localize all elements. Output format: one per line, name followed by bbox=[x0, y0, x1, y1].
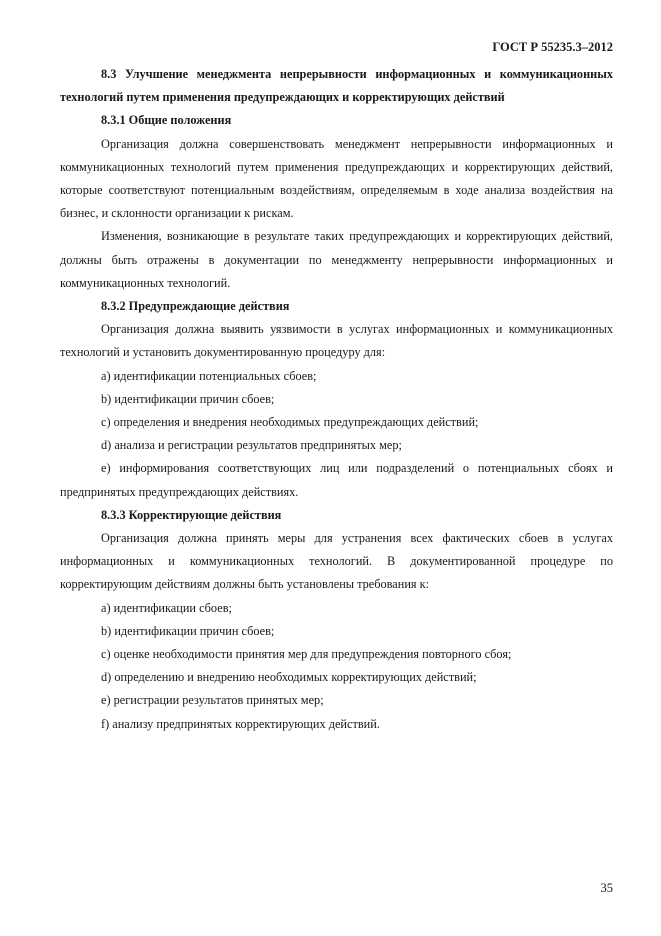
document-code: ГОСТ Р 55235.3–2012 bbox=[492, 40, 613, 54]
paragraph: Организация должна совершенствовать менеджмент непрерывности информационных и коммуникационных технологий путем применения предупреждающих и корректирующих действий, которые соответствуют потенциальным воздействиям, определяемым в ходе анализа воздействия на бизнес, и склонности организации к рискам. bbox=[60, 136, 613, 221]
paragraph: Организация должна выявить уязвимости в услугах информационных и коммуникационных технологий и установить документированную процедуру для: bbox=[60, 322, 613, 360]
list-item: e) информирования соответствующих лиц или подразделений о потенциальных сбоях и предпринятых предупреждающих действиях. bbox=[60, 461, 613, 499]
subsection-title-corrective: 8.3.3 Корректирующие действия bbox=[101, 507, 282, 522]
list-item: b) идентификации причин сбоев; bbox=[101, 391, 275, 406]
list-item: e) регистрации результатов принятых мер; bbox=[101, 693, 324, 708]
list-item: d) определению и внедрению необходимых корректирующих действий; bbox=[101, 670, 477, 685]
list-item: f) анализу предпринятых корректирующих действий. bbox=[101, 716, 380, 731]
list-item: c) определения и внедрения необходимых предупреждающих действий; bbox=[101, 415, 479, 430]
list-item: d) анализа и регистрации результатов предпринятых мер; bbox=[101, 438, 402, 453]
list-item: b) идентификации причин сбоев; bbox=[101, 623, 275, 638]
list-item: a) идентификации потенциальных сбоев; bbox=[101, 368, 317, 383]
paragraph: Организация должна принять меры для устранения всех фактических сбоев в услугах информационных и коммуникационных технологий. В документированной процедуре по корректирующим действиям должны быть установлены требования к: bbox=[60, 531, 613, 592]
page-content bbox=[60, 63, 613, 736]
section-title: 8.3 Улучшение менеджмента непрерывности информационных и коммуникационных технологий путем применения предупреждающих и корректирующих действий bbox=[60, 67, 613, 105]
page-number: 35 bbox=[600, 881, 613, 895]
list-item: c) оценке необходимости принятия мер для предупреждения повторного сбоя; bbox=[101, 647, 512, 662]
subsection-title-general: 8.3.1 Общие положения bbox=[101, 113, 232, 128]
subsection-title-preventive: 8.3.2 Предупреждающие действия bbox=[101, 299, 290, 314]
list-item: a) идентификации сбоев; bbox=[101, 600, 232, 615]
paragraph: Изменения, возникающие в результате таких предупреждающих и корректирующих действий, должны быть отражены в документации по менеджменту непрерывности информационных и коммуникационных технологий. bbox=[60, 229, 613, 290]
